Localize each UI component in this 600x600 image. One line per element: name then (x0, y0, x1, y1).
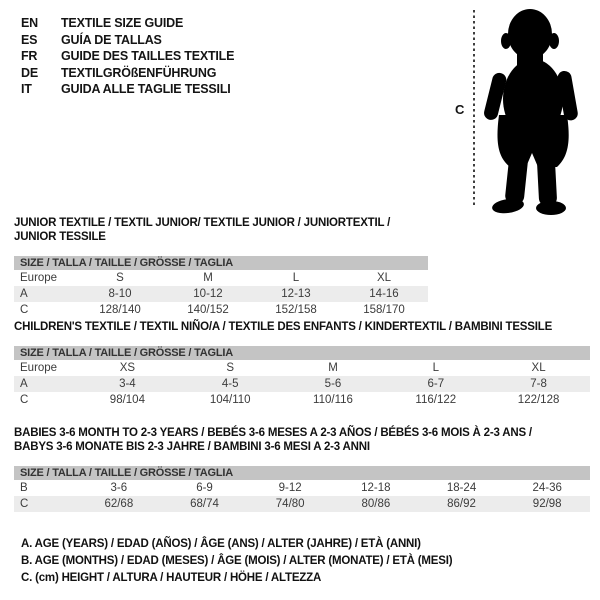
language-title: GUIDE DES TAILLES TEXTILE (61, 49, 235, 63)
size-cell: 6-9 (196, 482, 213, 494)
table-rows (14, 360, 590, 408)
size-header-bar: SIZE / TALLA / TAILLE / GRÖSSE / TAGLIA (14, 346, 590, 360)
legend-line-height: C. (cm) HEIGHT / ALTURA / HAUTEUR / HÖHE / ALTEZZA (21, 572, 322, 584)
table-title: JUNIOR TEXTILE / TEXTIL JUNIOR/ TEXTILE JUNIOR / JUNIORTEXTIL / JUNIOR TESSILE (14, 217, 391, 243)
size-cell: 98/104 (109, 394, 145, 406)
size-header-bar: SIZE / TALLA / TAILLE / GRÖSSE / TAGLIA (14, 256, 428, 270)
row-label: Europe (20, 362, 58, 374)
legend-line-age-years: A. AGE (YEARS) / EDAD (AÑOS) / ÂGE (ANS) / ALTER (JAHRE) / ETÀ (ANNI) (21, 538, 421, 550)
language-code: FR (21, 49, 38, 63)
row-label: C (20, 304, 29, 316)
size-cell: 92/98 (532, 498, 562, 510)
toddler-silhouette-icon (481, 7, 587, 216)
table-row (14, 376, 590, 392)
legend-line-age-months: B. AGE (MONTHS) / EDAD (MESES) / ÂGE (MOIS) / ALTER (MONATE) / ETÀ (MESI) (21, 555, 453, 567)
children-size-table (14, 320, 590, 408)
size-cell: 80/86 (361, 498, 391, 510)
size-cell: 10-12 (193, 288, 223, 300)
size-cell: 24-36 (532, 482, 562, 494)
size-cell: 12-18 (361, 482, 391, 494)
language-row (21, 65, 234, 82)
size-cell: M (203, 272, 213, 284)
table-row (14, 480, 590, 496)
language-title: TEXTILE SIZE GUIDE (61, 16, 184, 30)
language-title: TEXTILGRÖßENFÜHRUNG (61, 65, 217, 80)
height-measure-label: C (455, 102, 465, 117)
size-cell: 3-6 (110, 482, 128, 494)
language-row (21, 81, 234, 98)
language-code: IT (21, 82, 32, 96)
size-cell: 62/68 (104, 498, 134, 510)
size-cell: 104/110 (209, 394, 251, 406)
table-row (14, 392, 590, 408)
size-cell: 140/152 (187, 304, 229, 316)
language-title: GUIDA ALLE TAGLIE TESSILI (61, 82, 231, 96)
row-label: C (20, 498, 29, 510)
table-title: BABYS 3-6 MONATE BIS 2-3 JAHRE / BAMBINI 3-6 MESI A 2-3 ANNI (14, 441, 370, 453)
table-row (14, 302, 428, 318)
row-label: A (20, 378, 28, 390)
row-label: Europe (20, 272, 58, 284)
row-label: A (20, 288, 28, 300)
size-cell: 74/80 (275, 498, 305, 510)
language-code: ES (21, 32, 38, 47)
size-cell: 122/128 (517, 394, 560, 406)
size-cell: 12-13 (281, 288, 311, 300)
size-cell: 68/74 (190, 498, 219, 510)
language-row (21, 32, 234, 49)
size-cell: 128/140 (99, 304, 141, 316)
size-cell: L (432, 362, 439, 374)
size-cell: M (328, 362, 338, 374)
table-title: BABIES 3-6 MONTH TO 2-3 YEARS / BEBÉS 3-6 MESES A 2-3 AÑOS / BÉBÉS 3-6 MOIS À 2-3 ANS / (14, 427, 532, 439)
table-row (14, 496, 590, 512)
table-title: CHILDREN'S TEXTILE / TEXTIL NIÑO/A / TEXTILE DES ENFANTS / KINDERTEXTIL / BAMBINI TESSILE (14, 321, 553, 333)
table-row (14, 360, 590, 376)
table-rows (14, 270, 428, 318)
size-cell: 8-10 (108, 288, 132, 300)
size-cell: 158/170 (363, 304, 405, 316)
height-dotted-line (473, 10, 475, 207)
size-cell: XL (531, 362, 546, 374)
language-code: DE (21, 65, 38, 80)
size-cell: S (116, 272, 124, 284)
size-cell: 5-6 (324, 378, 342, 390)
babies-size-table (14, 426, 590, 512)
size-cell: L (292, 272, 300, 284)
size-cell: 86/92 (447, 498, 476, 510)
size-cell: 116/122 (415, 394, 457, 406)
size-cell: XS (119, 362, 136, 374)
size-cell: 4-5 (221, 378, 239, 390)
size-cell: S (226, 362, 235, 374)
size-cell: XL (376, 272, 392, 284)
table-row (14, 270, 428, 286)
size-cell: 7-8 (530, 378, 547, 390)
size-cell: 3-4 (119, 378, 136, 390)
size-cell: 6-7 (427, 378, 445, 390)
language-code: EN (21, 16, 38, 30)
table-rows (14, 480, 590, 512)
size-cell: 14-16 (369, 288, 399, 300)
measurement-legend (21, 536, 452, 587)
language-row (21, 48, 234, 65)
junior-size-table (14, 216, 428, 318)
table-row (14, 286, 428, 302)
size-cell: 18-24 (446, 482, 477, 494)
size-cell: 110/116 (313, 394, 353, 406)
size-cell: 9-12 (278, 482, 302, 494)
size-header-bar: SIZE / TALLA / TAILLE / GRÖSSE / TAGLIA (14, 466, 590, 480)
size-cell: 152/158 (275, 304, 317, 316)
row-label: B (20, 482, 28, 494)
row-label: C (20, 394, 29, 406)
language-list (21, 15, 234, 98)
language-row (21, 15, 234, 32)
language-title: GUÍA DE TALLAS (61, 32, 162, 47)
